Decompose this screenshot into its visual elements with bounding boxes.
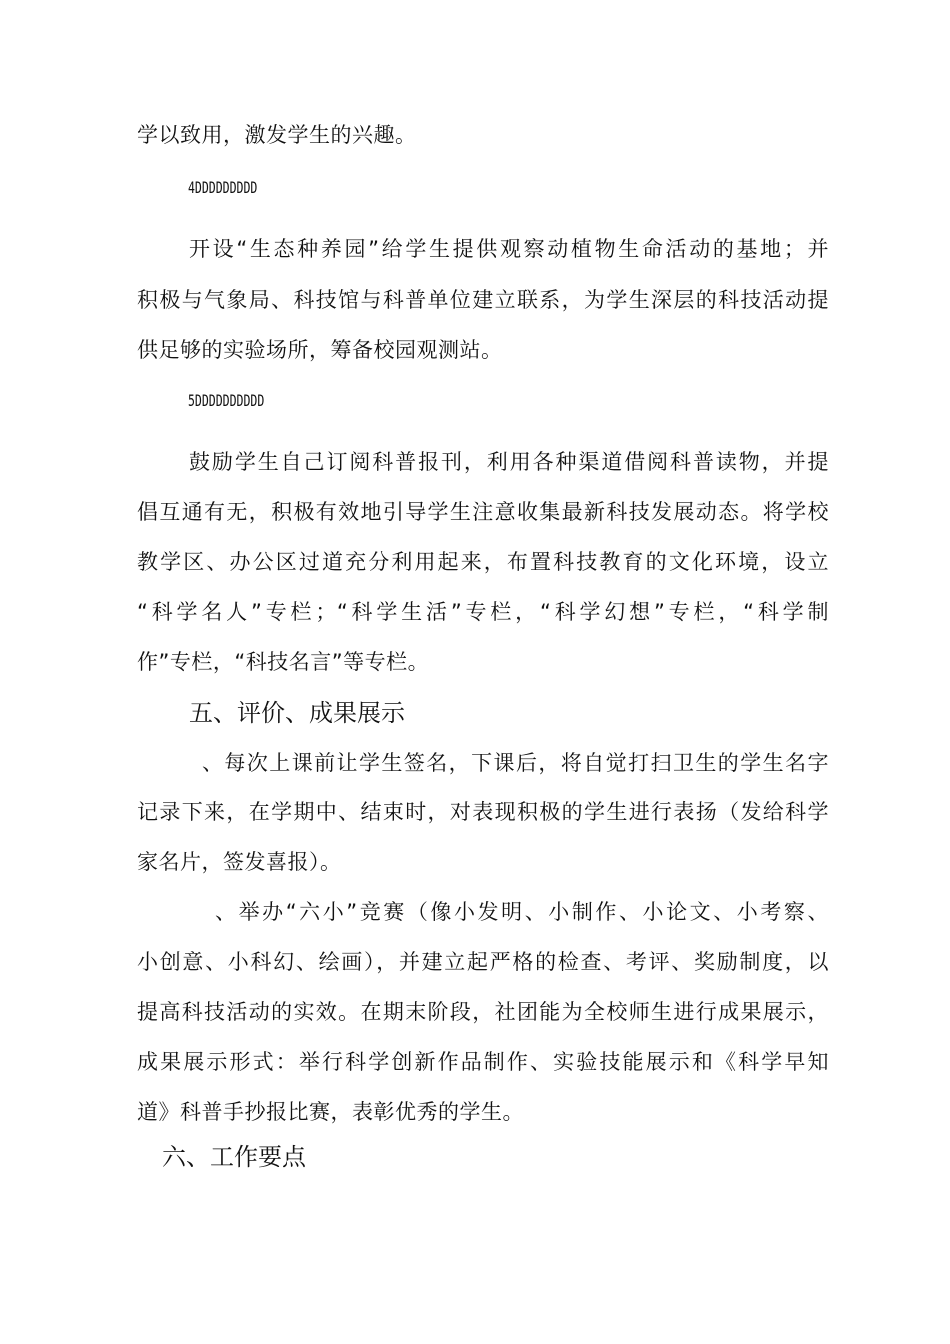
paragraph-line: 、每次上课前让学生签名，下课后，将自觉打扫卫生的学生名字 — [202, 751, 829, 775]
paragraph-line: 道》科普手抄报比赛，表彰优秀的学生。 — [137, 1100, 524, 1124]
paragraph-line: 教学区、办公区过道充分利用起来，布置科技教育的文化环境，设立 — [137, 550, 829, 574]
paragraph-line: 成果展示形式：举行科学创新作品制作、实验技能展示和《科学早知 — [137, 1050, 829, 1074]
placeholder-code: 5DDDDDDDDDD — [188, 391, 265, 410]
paragraph-line: 倡互通有无，积极有效地引导学生注意收集最新科技发展动态。将学校 — [137, 500, 829, 524]
paragraph-line: 供足够的实验场所，筹备校园观测站。 — [137, 338, 503, 362]
paragraph-line: 家名片，签发喜报）。 — [137, 850, 342, 874]
paragraph-line: 作”专栏，“科技名言”等专栏。 — [137, 650, 430, 674]
paragraph-line: 小创意、小科幻、绘画），并建立起严格的检查、考评、奖励制度，以 — [137, 950, 829, 974]
paragraph-line: 、举办“六小”竞赛（像小发明、小制作、小论文、小考察、 — [215, 900, 829, 924]
placeholder-code: 4DDDDDDDDD — [188, 178, 258, 197]
paragraph-line: 记录下来，在学期中、结束时，对表现积极的学生进行表扬（发给科学 — [137, 800, 829, 824]
paragraph-line: 开设“生态种养园”给学生提供观察动植物生命活动的基地；并 — [189, 237, 829, 261]
paragraph-line: “科学名人”专栏；“科学生活”专栏，“科学幻想”专栏，“科学制 — [137, 600, 829, 624]
paragraph-line: 提高科技活动的实效。在期末阶段，社团能为全校师生进行成果展示， — [137, 1000, 829, 1024]
section-heading: 六、工作要点 — [162, 1143, 306, 1171]
paragraph-line: 学以致用，激发学生的兴趣。 — [137, 123, 417, 147]
paragraph-line: 积极与气象局、科技馆与科普单位建立联系，为学生深层的科技活动提 — [137, 288, 829, 312]
section-heading: 五、评价、成果展示 — [189, 699, 405, 727]
paragraph-line: 鼓励学生自己订阅科普报刊，利用各种渠道借阅科普读物，并提 — [189, 450, 829, 474]
